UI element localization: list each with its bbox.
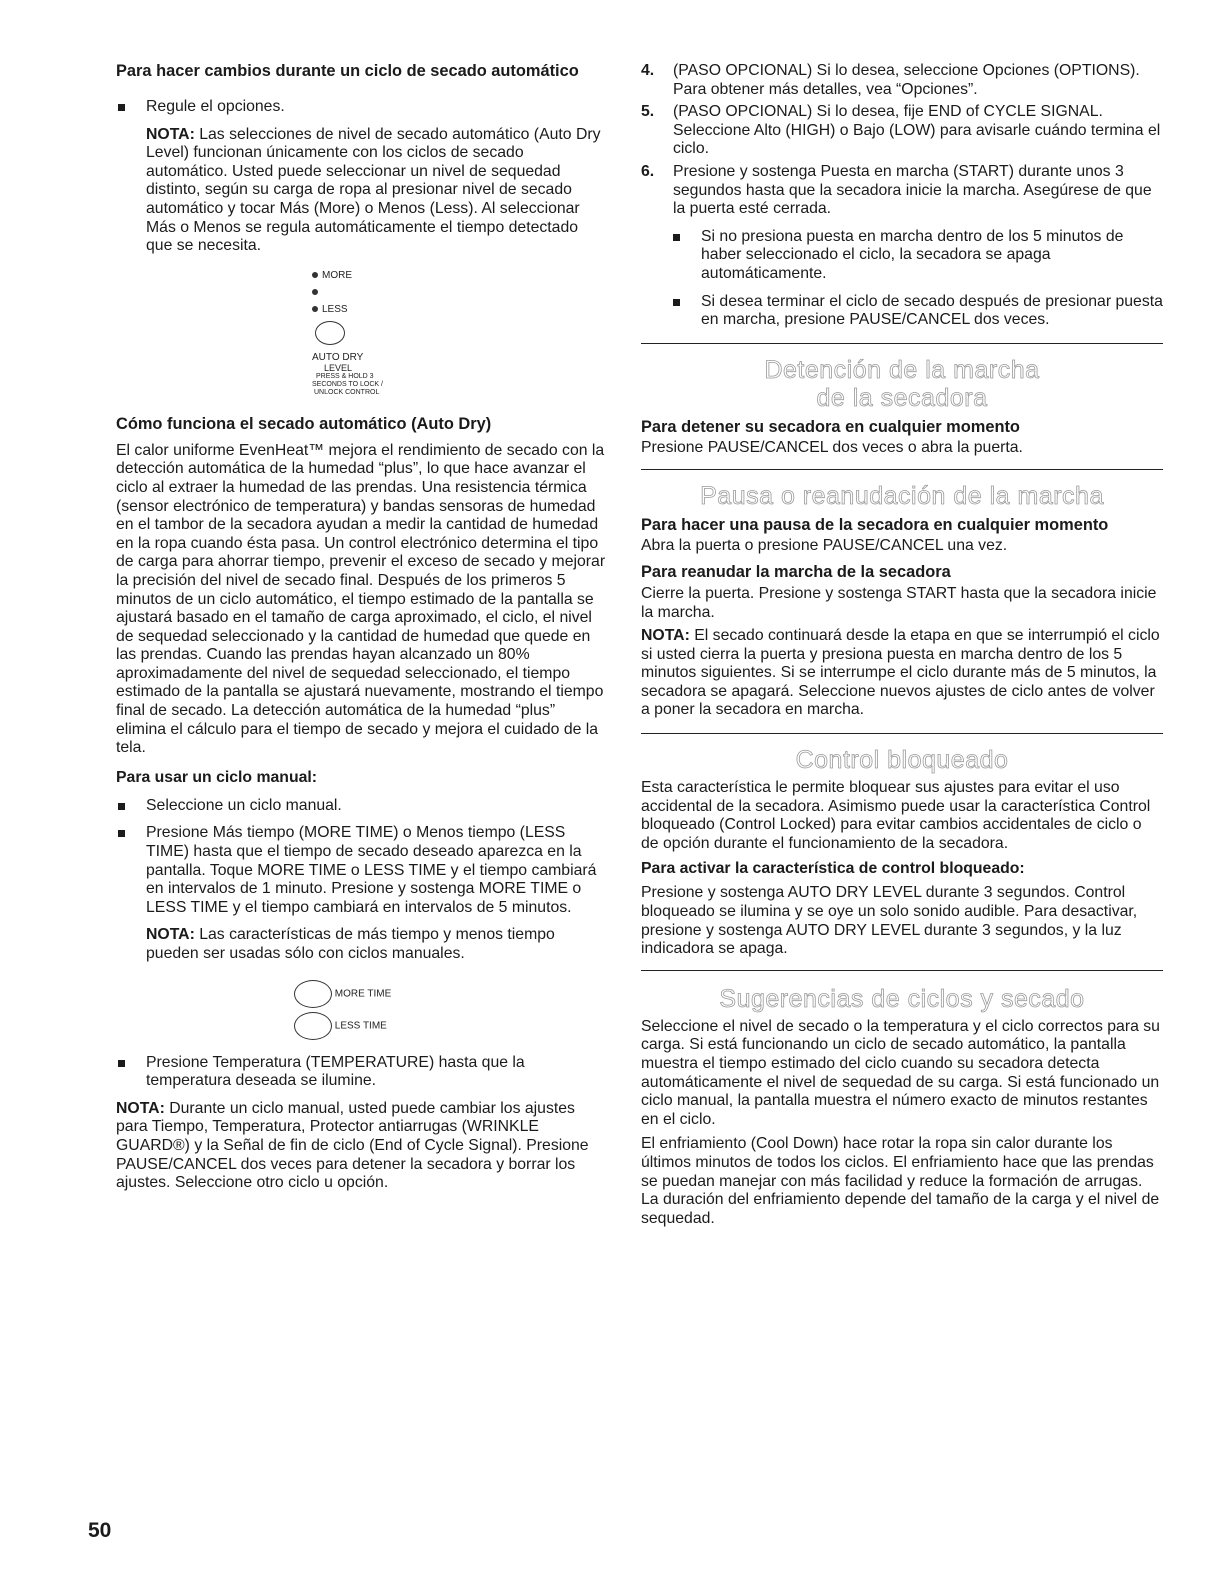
section-title-lock: Control bloqueado bbox=[795, 746, 1009, 775]
divider bbox=[641, 469, 1163, 470]
section-title-pause: Pausa o reanudación de la marcha bbox=[700, 482, 1104, 511]
left-column bbox=[116, 62, 608, 1193]
paragraph-pause: Abra la puerta o presione PAUSE/CANCEL una vez. bbox=[641, 537, 1008, 555]
note-text: El secado continuará desde la etapa en que se interrumpió el ciclo si usted cierra la puerta y presiona puesta en marcha dentro de los 5 minutos siguientes. Si se interrumpe el ciclo durante más de 5 minutos, la secadora se apagará. Seleccione nuevos ajustes de ciclo antes de volver a poner la secadora en marcha. bbox=[641, 627, 1160, 719]
note-text: Las características de más tiempo y menos tiempo pueden ser usadas sólo con ciclos manuales. bbox=[146, 926, 555, 962]
note-auto-dry bbox=[116, 126, 608, 256]
note-manual-settings bbox=[116, 1100, 608, 1193]
bullet-manual-2: Presione Más tiempo (MORE TIME) o Menos tiempo (LESS TIME) hasta que el tiempo de secado deseado aparezca en la pantalla. Toque MORE TIME o LESS TIME y el tiempo cambiará en intervalos de 1 minuto. Presione y sostenga MORE TIME o LESS TIME y el tiempo cambiará en intervalos de 5 minutos. bbox=[116, 824, 608, 917]
step-4: 4. (PASO OPCIONAL) Si lo desea, seleccione Opciones (OPTIONS). Para obtener más detalles, vea “Opciones”. bbox=[641, 62, 1140, 98]
note-text: Durante un ciclo manual, usted puede cambiar los ajustes para Tiempo, Temperatura, Protector antiarrugas (WRINKLE GUARD®) y la Señal de fin de ciclo (End of Cycle Signal). Presione PAUSE/CANCEL dos veces para detener la secadora y borrar los ajustes. Seleccione otro ciclo u opción. bbox=[116, 1099, 589, 1192]
more-indicator: MORE bbox=[312, 270, 432, 281]
mid-indicator bbox=[312, 287, 432, 298]
paragraph-tips-1: Seleccione el nivel de secado o la temperatura y el ciclo correctos para su carga. Si está funcionando un ciclo de secado automático, la pantalla muestra el tiempo estimado del ciclo cuando su secadora detecta automáticamente el nivel de sequedad de su carga. Si está funcionado un ciclo manual, la pantalla muestra el número exacto de minutos restantes en el ciclo. bbox=[641, 1017, 1160, 1128]
step-5: 5. (PASO OPCIONAL) Si lo desea, fije END of CYCLE SIGNAL. Seleccione Alto (HIGH) o Bajo (LOW) para avisarle cuándo termina el ciclo. bbox=[641, 103, 1161, 158]
note-manual bbox=[116, 926, 608, 963]
heading-how-auto-dry: Cómo funciona el secado automático (Auto Dry) bbox=[116, 414, 492, 433]
note-label: NOTA: bbox=[146, 125, 195, 143]
paragraph-how-auto-dry: El calor uniforme EvenHeat™ mejora el rendimiento de secado con la detección automática de la humedad “plus”, lo que hace avanzar el ciclo al extraer la humedad de las prendas. Una resistencia térmica (sensor electrónico de temperatura) y bandas sensoras de humedad en el tambor de la secadora ayudan a medir la cantidad de humedad en la ropa cuando ésta pasa. Un control electrónico determina el tipo de carga para ahorrar tiempo, prevenir el exceso de secado y mejorar la precisión del nivel de secado final. Después de los primeros 5 minutos de un ciclo automático, el tiempo estimado de la pantalla se ajustará basado en el tamaño de carga aproximado, el ciclo, el nivel de sequedad seleccionado y la cantidad de humedad que quede en las prendas. Cuando las prendas hayan alcanzado un 80% aproximadamente del nivel de sequedad seleccionado, el tiempo estimado de la pantalla se ajustará nuevamente, mostrando el tiempo final de secado. La detección automática de la humedad “plus” elimina el cálculo para el tiempo de secado y mejora el cuidado de la tela. bbox=[116, 441, 606, 757]
step-6: 6. Presione y sostenga Puesta en marcha (START) durante unos 3 segundos hasta que la secadora inicie la marcha. Asegúrese de que la puerta esté cerrada. bbox=[641, 162, 1152, 218]
bullet-temperature: Presione Temperatura (TEMPERATURE) hasta que la temperatura deseada se ilumine. bbox=[116, 1054, 608, 1091]
note-label: NOTA: bbox=[146, 926, 195, 944]
auto-dry-panel: MORE LESS AUTO DRY LEVEL PRESS & HOLD 3 SECONDS TO LOCK / UNLOCK CONTROL bbox=[312, 270, 432, 397]
heading-resume: Para reanudar la marcha de la secadora bbox=[641, 562, 951, 581]
dot-icon bbox=[312, 306, 318, 312]
note-label: NOTA: bbox=[116, 1099, 165, 1117]
more-time-button-icon bbox=[294, 980, 332, 1008]
paragraph-stop: Presione PAUSE/CANCEL dos veces o abra la puerta. bbox=[641, 438, 1023, 456]
heading-pause: Para hacer una pausa de la secadora en cualquier momento bbox=[641, 516, 1109, 535]
paragraph-tips-2: El enfriamiento (Cool Down) hace rotar la ropa sin calor durante los últimos minutos de todos los ciclos. El enfriamiento hace que las prendas se puedan manejar con más facilidad y reduce la formación de arrugas. La duración del enfriamiento depende del tamaño de la carga y el nivel de sequedad. bbox=[641, 1135, 1160, 1227]
note-label: NOTA: bbox=[641, 627, 690, 645]
heading-stop: Para detener su secadora en cualquier momento bbox=[641, 417, 1020, 436]
bullet-manual-1: Seleccione un ciclo manual. bbox=[116, 797, 608, 816]
step-6-bullet-1: Si no presiona puesta en marcha dentro de los 5 minutos de haber seleccionado el ciclo, la secadora se apaga automáticamente. bbox=[641, 228, 1163, 284]
note-text: Las selecciones de nivel de secado automático (Auto Dry Level) funcionan únicamente con los ciclos de secado automático. Usted puede seleccionar un nivel de sequedad distinto, según su carga de ropa al presionar nivel de secado automático y tocar Más (More) o Menos (Less). Al seleccionar Más o Menos se regula automáticamente el tiempo detectado que se necesita. bbox=[146, 125, 601, 255]
bullet-options: Regule el opciones. bbox=[116, 98, 608, 117]
paragraph-resume: Cierre la puerta. Presione y sostenga START hasta que la secadora inicie la marcha. bbox=[641, 584, 1157, 621]
section-title-stop: Detención de la marcha de la secadora bbox=[764, 355, 1040, 412]
divider bbox=[641, 970, 1163, 971]
paragraph-lock-steps: Presione y sostenga AUTO DRY LEVEL durante 3 segundos. Control bloqueado se ilumina y se oye un solo sonido audible. Para desactivar, presione y sostenga AUTO DRY LEVEL durante 3 segundos, y la luz indicadora se apaga. bbox=[641, 884, 1138, 958]
heading-changes: Para hacer cambios durante un ciclo de secado automático bbox=[116, 62, 579, 80]
right-column bbox=[641, 62, 1163, 1228]
page-number: 50 bbox=[88, 1519, 112, 1542]
paragraph-lock: Esta característica le permite bloquear sus ajustes para evitar el uso accidental de la secadora. Asimismo puede usar la característica Control bloqueado (Control Locked) para evitar cambios accidentales de ciclo o de opción durante el funcionamiento de la secadora. bbox=[641, 779, 1151, 852]
less-indicator: LESS bbox=[312, 304, 432, 315]
step-6-bullet-2: Si desea terminar el ciclo de secado después de presionar puesta en marcha, presione PAUSE/CANCEL dos veces. bbox=[641, 293, 1163, 330]
less-time-button-icon bbox=[294, 1012, 332, 1040]
heading-manual: Para usar un ciclo manual: bbox=[116, 768, 318, 786]
divider bbox=[641, 343, 1163, 344]
auto-dry-button-icon bbox=[315, 321, 345, 345]
note-resume bbox=[641, 627, 1163, 720]
dot-icon bbox=[312, 272, 318, 278]
section-title-tips: Sugerencias de ciclos y secado bbox=[719, 984, 1085, 1013]
less-time-control: LESS TIME bbox=[294, 1012, 608, 1040]
heading-lock: Para activar la característica de control bloqueado: bbox=[641, 860, 1025, 878]
dot-icon bbox=[312, 289, 318, 295]
time-panel bbox=[294, 980, 608, 1040]
divider bbox=[641, 733, 1163, 734]
more-time-control: MORE TIME bbox=[294, 980, 608, 1008]
